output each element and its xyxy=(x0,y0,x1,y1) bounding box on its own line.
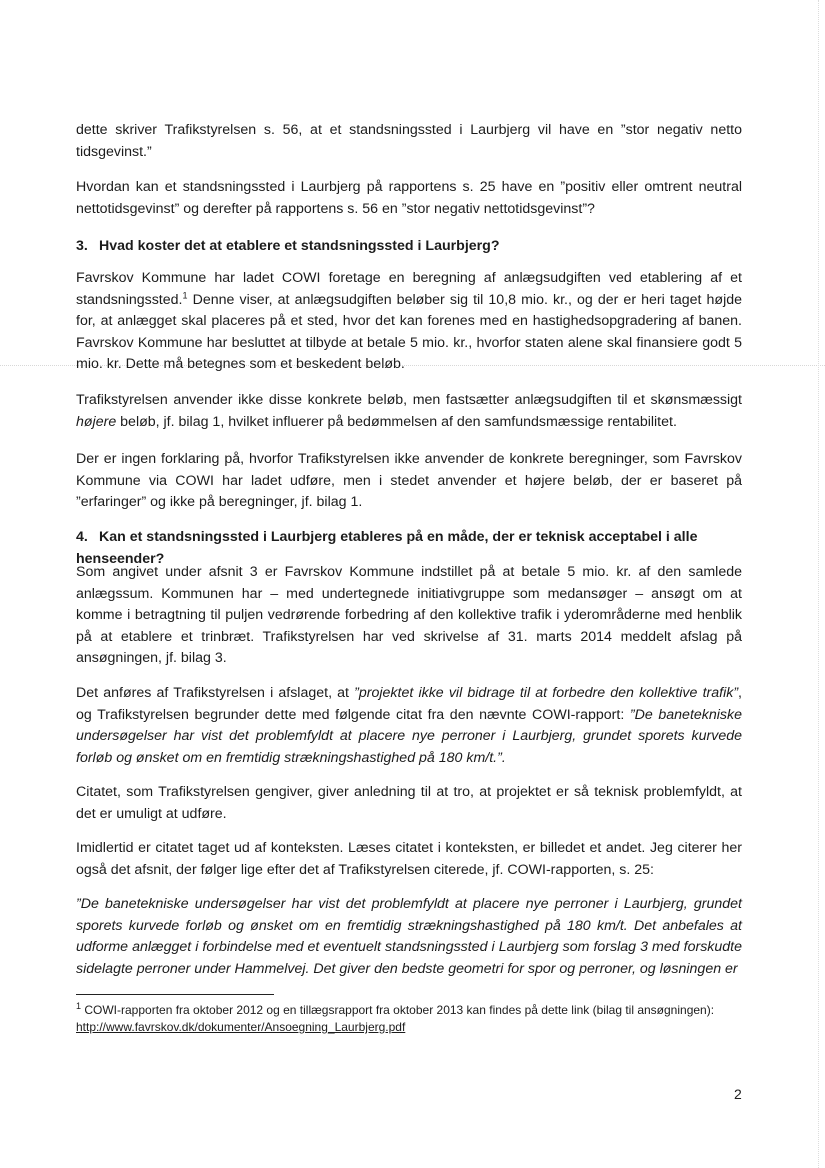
page-number: 2 xyxy=(734,1086,742,1102)
paragraph-text: Det anføres af Trafikstyrelsen i afslaget, at xyxy=(76,685,355,701)
footnote-separator xyxy=(76,994,274,995)
paragraph-text: , og Trafikstyrelsen begrunder dette med følgende citat fra den nævnte COWI-rapport: xyxy=(76,685,742,723)
paragraph-text: beløb, jf. bilag 1, hvilket influerer på bedømmelsen af den samfundsmæssige rentabilitet. xyxy=(116,413,677,430)
footnote-reference: 1 xyxy=(182,289,188,300)
emphasis-text: højere xyxy=(76,413,117,430)
paragraph-text: dette skriver Trafikstyrelsen s. 56, at et standsningssted i Laurbjerg vil have en ”stor negativ netto tidsgevinst.” xyxy=(76,122,742,160)
paragraph-context xyxy=(76,838,742,881)
paragraph-text: Imidlertid er citatet taget ud af konteksten. Læses citatet i konteksten, er billedet et andet. Jeg citerer her også det afsnit, der følger lige efter det af Trafikstyrelsen citerede, jf. COWI-rapporten, s. 25: xyxy=(76,840,742,878)
paragraph-text: Citatet, som Trafikstyrelsen gengiver, giver anledning til at tro, at projektet er så teknisk problemfyldt, at det er umuligt at udføre. xyxy=(76,784,742,822)
quote-text: ”De banetekniske undersøgelser har vist det problemfyldt at placere nye perroner i Laurbjerg, grundet sporets kurvede forløb og ønsket om en fremtidig strækningshastighed på 180 km/t. Det anbefales at udforme anlægget i forbindelse med et eventuelt standsningssted i Laurbjerg som forslag 3 med forskudte sidelagte perroner under Hammelvej. Det giver den bedste geometri for spor og perroner, og løsningen er xyxy=(76,896,742,977)
paragraph-text: Denne viser, at anlægsudgiften beløber sig til 10,8 mio. kr., og der er heri taget højde for, at anlægget skal placeres på et sted, hvor det kan forenes med en hastighedsopgradering af banen. Favrskov Kommune har besluttet at tilbyde at betale 5 mio. kr., hvorfor staten alene skal finansiere godt 5 mio. kr. Dette må betegnes som et beskedent beløb. xyxy=(76,291,742,373)
paragraph-explanation xyxy=(76,449,742,514)
paragraph-cost xyxy=(76,268,742,376)
section-title: Kan et standsningssted i Laurbjerg etableres på en måde, der er teknisk acceptabel i alle henseender? xyxy=(76,529,698,567)
paragraph-application xyxy=(76,562,742,670)
paragraph-text: Der er ingen forklaring på, hvorfor Trafikstyrelsen ikke anvender de konkrete beregninger, som Favrskov Kommune via COWI har ladet udføre, men i stedet anvender et højere beløb, der er baseret på ”erfaringer” og ikke på beregninger, jf. bilag 1. xyxy=(76,451,742,511)
section-3-heading xyxy=(76,236,742,258)
scan-edge-line xyxy=(818,0,819,1168)
section-title: Hvad koster det at etablere et standsningssted i Laurbjerg? xyxy=(99,238,500,254)
paragraph-text: Trafikstyrelsen anvender ikke disse konkrete beløb, men fastsætter anlægsudgiften til et skønsmæssigt xyxy=(76,392,742,408)
paragraph-rejection xyxy=(76,683,742,769)
section-number: 3. xyxy=(76,238,88,254)
quote-text: ”projektet ikke vil bidrage til at forbedre den kollektive trafik” xyxy=(354,685,739,701)
paragraph-impression xyxy=(76,782,742,825)
paragraph-quote xyxy=(76,894,742,980)
footnote-number: 1 xyxy=(76,1001,82,1011)
paragraph-continuation xyxy=(76,120,742,163)
quote-text: ”De banetekniske undersøgelser har vist det problemfyldt at placere nye perroner i Laurbjerg, grundet sporets kurvede forløb og ønsket om en fremtidig strækningshastighed på 180 km/t.”. xyxy=(76,706,742,766)
section-number: 4. xyxy=(76,529,88,545)
paragraph-text: Favrskov Kommune har ladet COWI foretage en beregning af anlægsudgiften ved etablering af et standsningssted. xyxy=(76,270,742,308)
paragraph-question xyxy=(76,177,742,220)
footnote-link[interactable]: http://www.favrskov.dk/dokumenter/Ansoegning_Laurbjerg.pdf xyxy=(76,1020,406,1034)
paragraph-text: Som angivet under afsnit 3 er Favrskov Kommune indstillet på at betale 5 mio. kr. af den samlede anlægssum. Kommunen har – med undertegnede initiativgruppe som medansøger – ansøgt om at komme i betragtning til puljen vedrørende forbedring af den kollektive trafik i yderområderne med henblik på at etablere et trinbræt. Trafikstyrelsen har ved skrivelse af 31. marts 2014 meddelt afslag på ansøgningen, jf. bilag 3. xyxy=(76,564,742,667)
footnote-text: COWI-rapporten fra oktober 2012 og en tillægsrapport fra oktober 2013 kan findes på dette link (bilag til ansøgningen): xyxy=(81,1003,715,1017)
paragraph-text: Hvordan kan et standsningssted i Laurbjerg på rapportens s. 25 have en ”positiv eller omtrent neutral nettotidsgevinst” og derefter på rapportens s. 56 en ”stor negativ nettotidsgevinst”? xyxy=(76,179,742,217)
footnote xyxy=(76,1002,742,1036)
paragraph-estimate xyxy=(76,390,742,433)
